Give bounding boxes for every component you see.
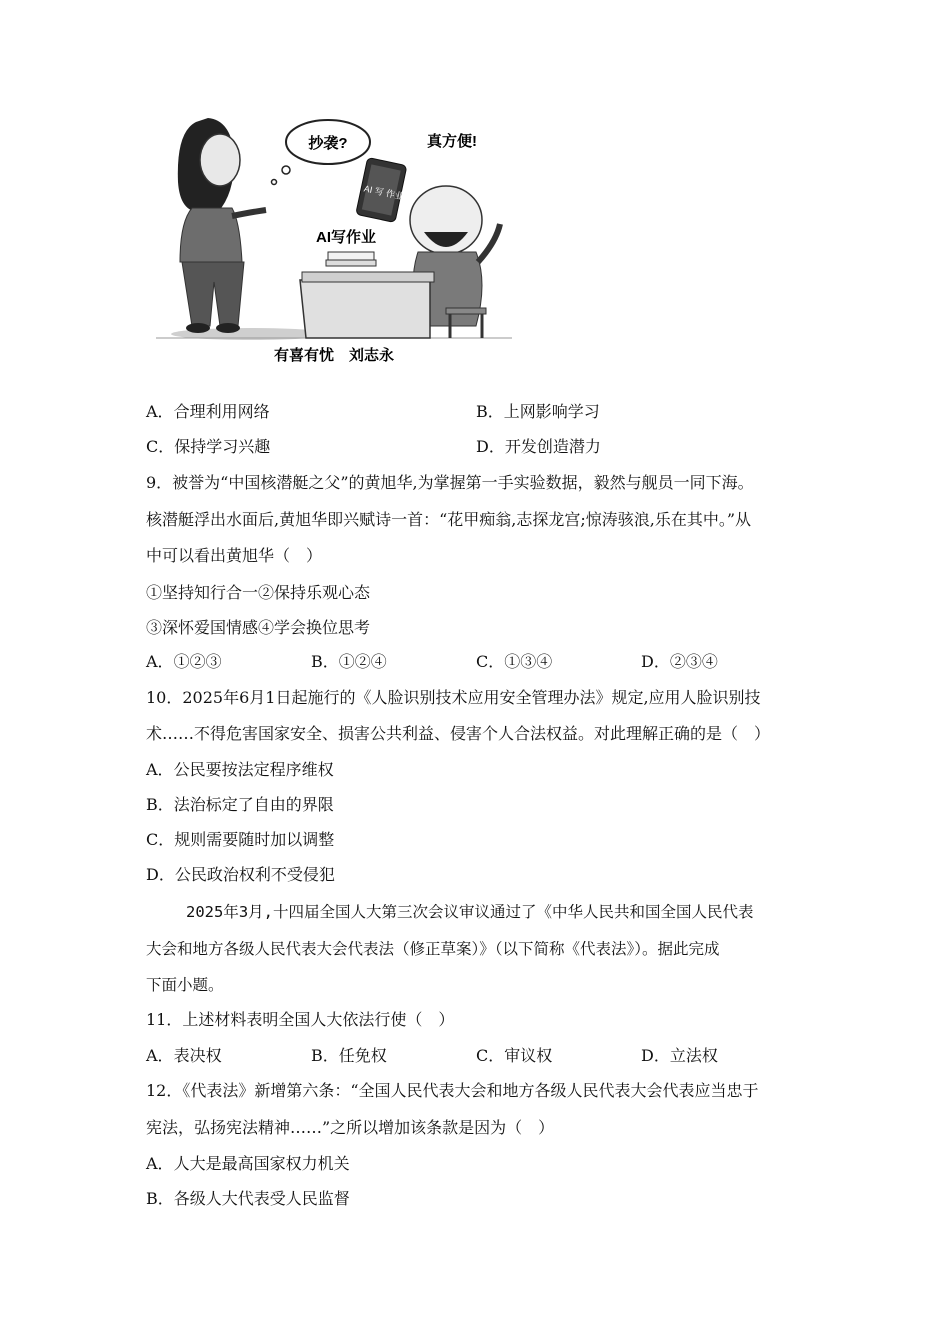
q10-stem-line-2: 术……不得危害国家安全、损害公共利益、侵害个人合法权益。对此理解正确的是（ ） xyxy=(146,724,771,743)
q8-option-c[interactable]: C．保持学习兴趣 xyxy=(146,437,271,456)
material-line-2: 大会和地方各级人民代表大会代表法（修正草案）》（以下简称《代表法》）。据此完成 xyxy=(146,940,720,958)
q9-statement-1: ①坚持知行合一②保持乐观心态 xyxy=(146,583,371,602)
bubble-left-text: 抄袭? xyxy=(308,135,348,152)
q11-option-b[interactable]: B．任免权 xyxy=(311,1046,387,1065)
q12-option-a[interactable]: A．人大是最高国家权力机关 xyxy=(146,1154,350,1173)
q9-option-b[interactable]: B．①②④ xyxy=(311,652,387,671)
q9-stem-line-3: 中可以看出黄旭华（ ） xyxy=(146,546,323,565)
bubble-right-text: 真方便! xyxy=(427,133,477,150)
cartoon-illustration xyxy=(156,112,514,370)
q10-option-a[interactable]: A．公民要按法定程序维权 xyxy=(146,760,334,779)
woman-figure xyxy=(178,118,266,333)
q9-option-d[interactable]: D．②③④ xyxy=(641,652,718,671)
cartoon-label: AI写作业 xyxy=(315,229,377,246)
q10-option-c[interactable]: C．规则需要随时加以调整 xyxy=(146,830,335,849)
q9-stem-line-1: 9．被誉为“中国核潜艇之父”的黄旭华,为掌握第一手实验数据，毅然与舰员一同下海。 xyxy=(146,473,754,492)
desk xyxy=(300,252,434,338)
q10-option-d[interactable]: D．公民政治权利不受侵犯 xyxy=(146,865,335,884)
q9-option-c[interactable]: C．①③④ xyxy=(476,652,553,671)
material-line-3: 下面小题。 xyxy=(146,976,224,994)
q8-option-a[interactable]: A．合理利用网络 xyxy=(146,402,270,421)
q8-option-d[interactable]: D．开发创造潜力 xyxy=(476,437,601,456)
thought-bubble-left xyxy=(272,120,371,185)
q8-option-b[interactable]: B．上网影响学习 xyxy=(476,402,600,421)
q9-option-a[interactable]: A．①②③ xyxy=(146,652,222,671)
material-line-1: 2025年3月,十四届全国人大第三次会议审议通过了《中华人民共和国全国人民代表 xyxy=(186,903,754,921)
q9-statement-2: ③深怀爱国情感④学会换位思考 xyxy=(146,618,371,637)
q11-option-a[interactable]: A．表决权 xyxy=(146,1046,222,1065)
q11-stem: 11．上述材料表明全国人大依法行使（ ） xyxy=(146,1010,455,1029)
q11-option-c[interactable]: C．审议权 xyxy=(476,1046,553,1065)
phone-text: AI 写 作业 xyxy=(362,183,405,202)
q11-option-d[interactable]: D．立法权 xyxy=(641,1046,718,1065)
q12-stem-line-1: 12．《代表法》新增第六条：“全国人民代表大会和地方各级人民代表大会代表应当忠于 xyxy=(146,1081,759,1100)
cartoon-caption: 有喜有忧 刘志永 xyxy=(273,347,395,364)
q12-stem-line-2: 宪法，弘扬宪法精神……”之所以增加该条款是因为（ ） xyxy=(146,1118,555,1137)
q10-stem-line-1: 10．2025年6月1日起施行的《人脸识别技术应用安全管理办法》规定,应用人脸识别技 xyxy=(146,688,761,707)
q12-option-b[interactable]: B．各级人大代表受人民监督 xyxy=(146,1189,350,1208)
q9-stem-line-2: 核潜艇浮出水面后,黄旭华即兴赋诗一首：“花甲痴翁,志探龙宫;惊涛骇浪,乐在其中。”从 xyxy=(146,510,752,529)
q10-option-b[interactable]: B．法治标定了自由的界限 xyxy=(146,795,334,814)
